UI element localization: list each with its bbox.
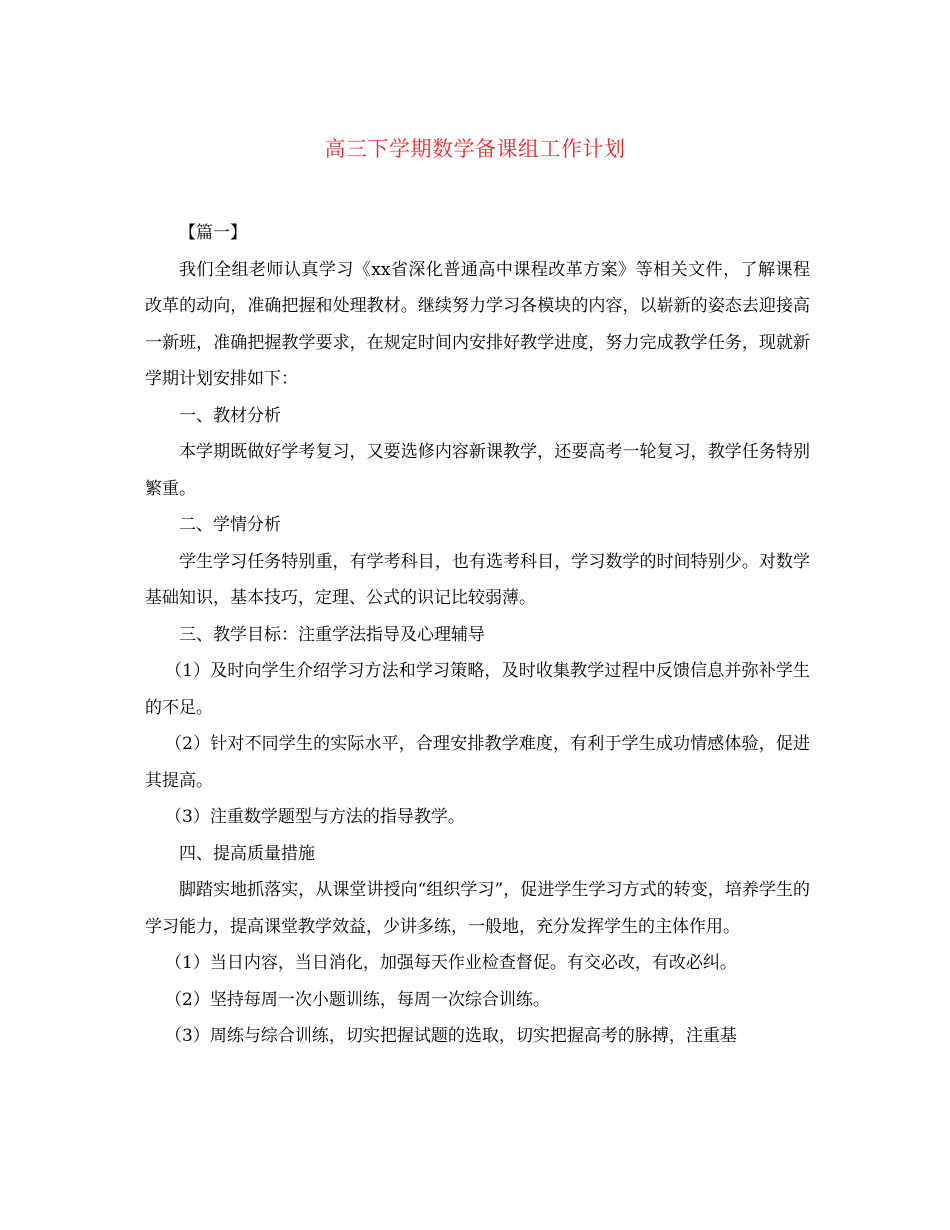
section-marker: 【篇一】 [179, 223, 247, 243]
heading-quality-measures: 四、提高质量措施 [179, 843, 315, 864]
goal-item-3: （3）注重数学题型与方法的指导教学。 [165, 807, 465, 827]
student-analysis-paragraph: 学生学习任务特别重，有学考科目，也有选考科目，学习数学的时间特别少。对数学基础知识，基本技巧，定理、公式的识记比较弱薄。 [145, 551, 810, 608]
intro-paragraph: 我们全组老师认真学习《xx省深化普通高中课程改革方案》等相关文件，了解课程改革的动向，准确把握和处理教材。继续努力学习各模块的内容，以崭新的姿态去迎接高一新班，准确把握教学要求，在规定时间内安排好教学进度，努力完成教学任务，现就新学期计划安排如下： [145, 259, 810, 389]
heading-textbook-analysis: 一、教材分析 [179, 405, 281, 426]
measure-item-1: （1）当日内容，当日消化，加强每天作业检查督促。有交必改，有改必纠。 [165, 953, 737, 973]
heading-student-analysis: 二、学情分析 [179, 515, 281, 535]
goal-item-1: （1）及时向学生介绍学习方法和学习策略，及时收集教学过程中反馈信息并弥补学生的不足。 [145, 661, 810, 718]
quality-measures-paragraph: 脚踏实地抓落实，从课堂讲授向“组织学习”，促进学生学习方式的转变，培养学生的学习能力，提高课堂教学效益，少讲多练，一般地，充分发挥学生的主体作用。 [145, 880, 810, 937]
document-title: 高三下学期数学备课组工作计划 [324, 137, 626, 161]
measure-item-2: （2）坚持每周一次小题训练，每周一次综合训练。 [165, 989, 550, 1010]
measure-item-3: （3）周练与综合训练，切实把握试题的选取，切实把握高考的脉搏，注重基 [165, 1026, 737, 1046]
textbook-analysis-paragraph: 本学期既做好学考复习，又要选修内容新课教学，还要高考一轮复习，教学任务特别繁重。 [145, 442, 810, 499]
goal-item-2: （2）针对不同学生的实际水平，合理安排教学难度，有利于学生成功情感体验，促进其提高。 [145, 734, 810, 791]
document-body [145, 215, 810, 1055]
heading-teaching-goals: 三、教学目标：注重学法指导及心理辅导 [179, 624, 485, 645]
